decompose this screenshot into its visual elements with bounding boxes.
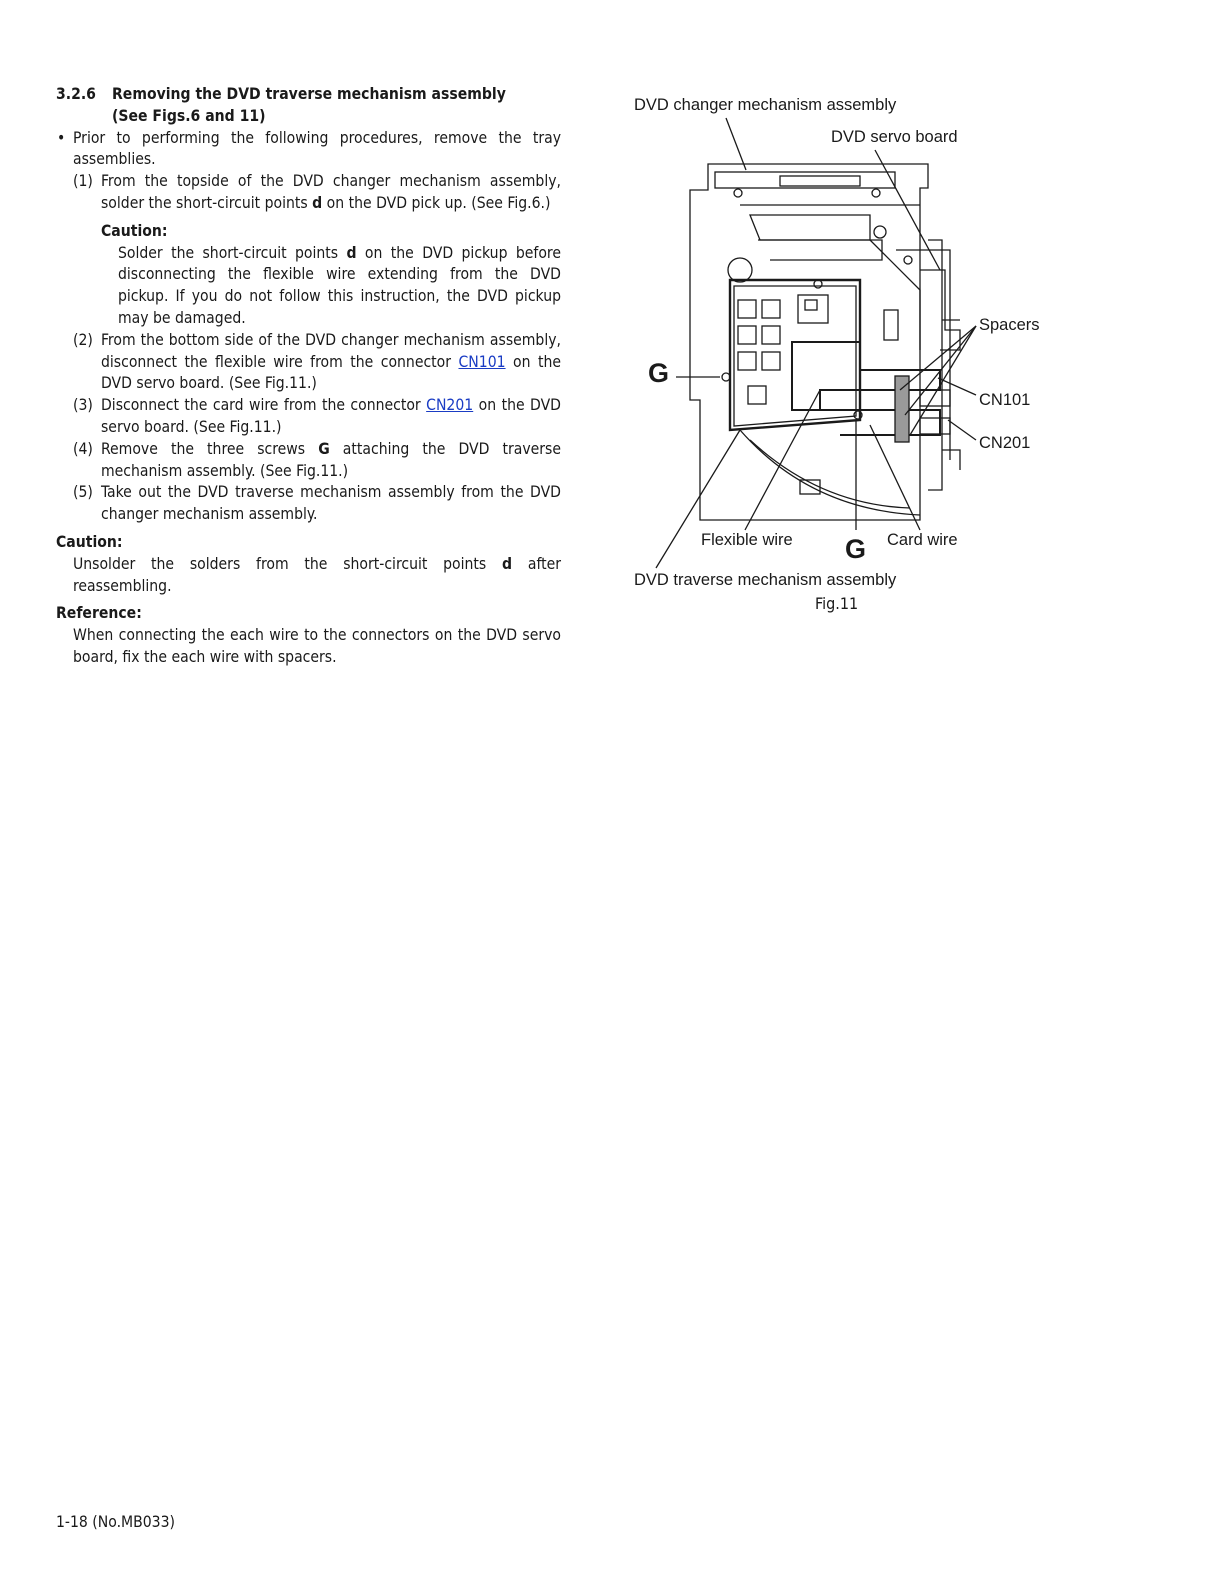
page-footer: 1-18 (No.MB033) [56, 1513, 175, 1531]
step-number: (2) [73, 330, 93, 349]
figure-11 [620, 90, 1080, 630]
step-4 [56, 439, 561, 483]
callout-flexible-wire: Flexible wire [701, 531, 793, 549]
inner-caution [56, 221, 561, 330]
step-number: (5) [73, 483, 93, 502]
callout-changer-assembly: DVD changer mechanism assembly [634, 96, 897, 114]
step-number: (4) [73, 439, 93, 458]
caution-label: Caution: [56, 532, 123, 551]
step-text: on the DVD servo board. (See Fig.11.) [101, 352, 561, 393]
callout-card-wire: Card wire [887, 531, 958, 549]
step-2 [56, 330, 561, 395]
intro-text: Prior to performing the following procedures, remove the tray assemblies. [73, 128, 561, 169]
step-text: Take out the DVD traverse mechanism assembly from the DVD changer mechanism assembly. [101, 483, 561, 524]
intro-bullet [56, 128, 561, 172]
inner-caution-label: Caution: [101, 221, 168, 240]
callout-cn201: CN201 [979, 434, 1031, 452]
caution-bold: d [346, 243, 357, 262]
callout-traverse-assembly: DVD traverse mechanism assembly [634, 571, 897, 589]
step-number: (3) [73, 396, 93, 415]
step-1 [56, 171, 561, 215]
step-text: on the DVD pick up. (See Fig.6.) [322, 193, 551, 212]
callout-screw-g-left: G [648, 358, 670, 388]
cn201-link[interactable]: CN201 [426, 396, 474, 415]
step-text: Remove the three screws [101, 439, 319, 458]
reference-label: Reference: [56, 604, 142, 623]
step-bold: d [312, 193, 323, 212]
inner-caution-body [101, 243, 561, 330]
step-bold: G [318, 439, 330, 458]
caution-text: Solder the short-circuit points [118, 243, 347, 262]
callout-screw-g-bottom: G [845, 534, 867, 564]
caution-body [56, 554, 561, 598]
callout-servo-board: DVD servo board [831, 128, 958, 146]
bullet-mark: • [57, 128, 66, 147]
step-5 [56, 482, 561, 526]
caution-text: on the DVD pickup before disconnecting the flexible wire extending from the DVD pickup. If you do not follow this instruction, the DVD pickup may be damaged. [118, 243, 561, 327]
reference-body: When connecting the each wire to the connectors on the DVD servo board, fix the each wire with spacers. [73, 626, 561, 666]
step-3 [56, 395, 561, 439]
caution-text: after reassembling. [73, 554, 561, 595]
step-text: on the DVD servo board. (See Fig.11.) [101, 396, 561, 436]
step-number: (1) [73, 172, 93, 191]
caution-text: Unsolder the solders from the short-circuit points [73, 554, 503, 573]
callout-spacers: Spacers [979, 316, 1040, 334]
cn101-link[interactable]: CN101 [458, 352, 506, 371]
instructions-column [56, 84, 561, 669]
step-text: Disconnect the card wire from the connector [101, 396, 427, 415]
callout-cn101: CN101 [979, 391, 1031, 409]
caution-bold: d [502, 554, 513, 573]
step-text: From the bottom side of the DVD changer mechanism assembly, disconnect the flexible wire from the connector [101, 330, 561, 371]
section-subtitle: (See Figs.6 and 11) [112, 106, 266, 125]
section-title: Removing the DVD traverse mechanism assembly [112, 85, 506, 103]
section-number: 3.2.6 [56, 85, 96, 103]
step-text: attaching the DVD traverse mechanism assembly. (See Fig.11.) [101, 439, 561, 480]
figure-caption: Fig.11 [815, 594, 859, 613]
step-text: From the topside of the DVD changer mechanism assembly, solder the short-circuit points [101, 172, 561, 212]
section-heading [56, 84, 561, 128]
